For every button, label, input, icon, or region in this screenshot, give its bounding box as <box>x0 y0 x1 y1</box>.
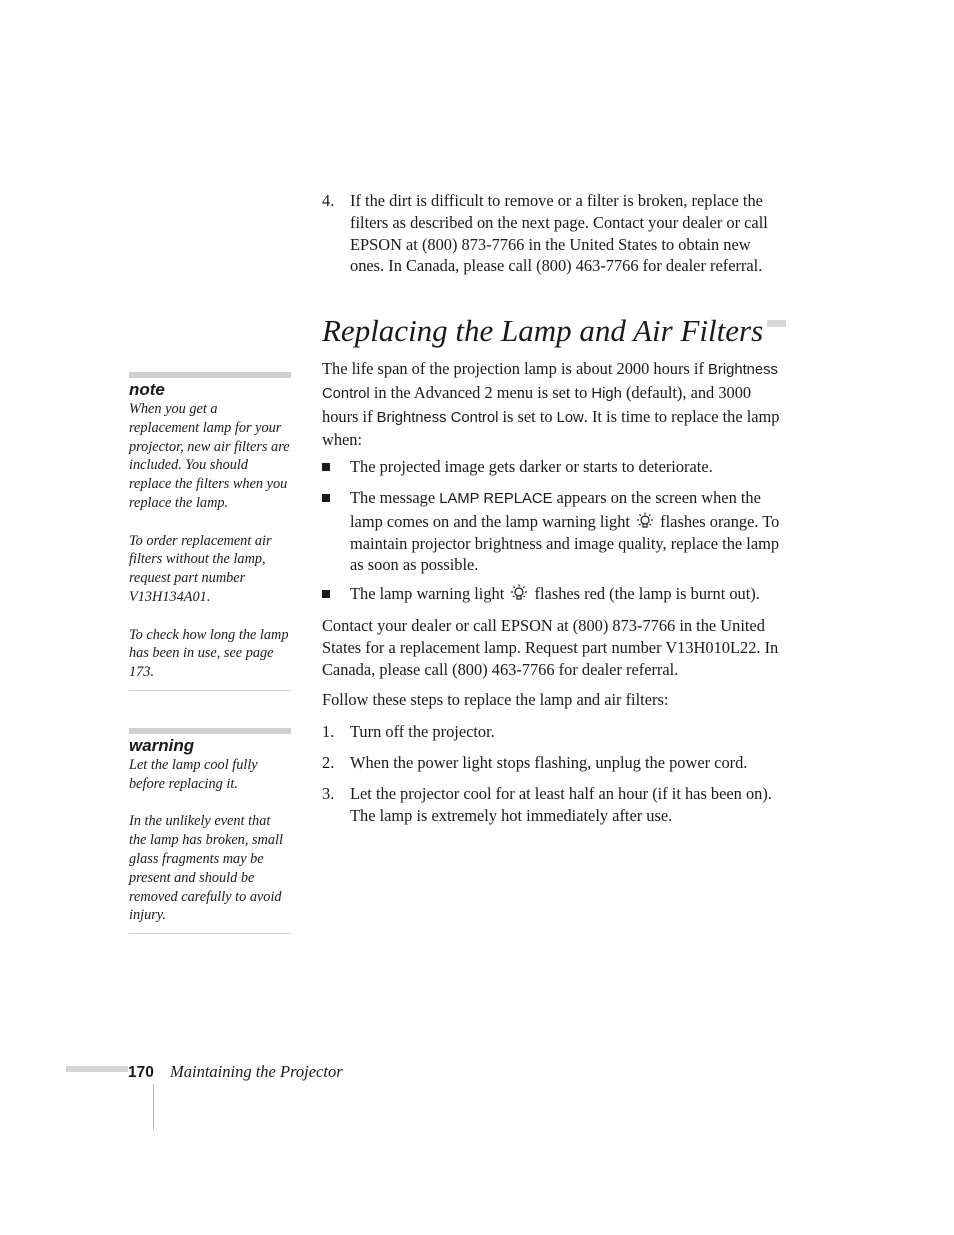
intro-text-2: in the Advanced 2 menu is set to <box>373 382 588 402</box>
note-text: To check how long the lamp has been in use, see page 173. <box>129 626 289 681</box>
warning-rule <box>129 728 291 734</box>
warning-text: In the unlikely event that the lamp has broken, small glass fragments may be present and should be removed carefully to avoid injury. <box>129 813 283 924</box>
intro-text-3: (default), and 3000 hours if <box>322 382 752 426</box>
bullet-marker <box>322 494 330 502</box>
menu-value-high: High <box>591 385 622 402</box>
menu-value-low: Low <box>556 409 584 426</box>
step-number: 3. <box>322 784 335 803</box>
contact-paragraph: Contact your dealer or call EPSON at (800) 873-7766 in the United States for a replacement lamp. Request part number V13H010L22. In Canada, please call (800) 463-7766 for dealer referral. <box>322 616 779 679</box>
bullet-marker <box>322 463 330 471</box>
bullet-text-2: appears on the screen when the lamp comes on and the lamp warning light <box>350 488 761 531</box>
warning-title: warning <box>129 736 195 755</box>
warning-text: Let the lamp cool fully before replacing it. <box>129 757 258 792</box>
step-1 <box>322 721 784 743</box>
step-2 <box>322 752 784 774</box>
note-text: To order replacement air filters without the lamp, request part number V13H134A01. <box>129 532 272 605</box>
warning-sidebar <box>129 728 291 934</box>
bullet-item <box>322 583 784 605</box>
bullet-text: The projected image gets darker or starts to deteriorate. <box>350 457 713 476</box>
menu-setting-brightness-control-2: Brightness Control <box>376 409 499 426</box>
lamp-warning-icon <box>508 584 530 602</box>
note-rule <box>129 372 291 378</box>
bullet-item <box>322 456 784 478</box>
intro-text-1: The life span of the projection lamp is about 2000 hours if <box>322 359 704 378</box>
note-sidebar <box>129 372 291 691</box>
page-number: 170 <box>128 1062 155 1084</box>
step-number: 4. <box>322 191 335 210</box>
warning-bottom-rule <box>129 933 291 934</box>
step-text: If the dirt is difficult to remove or a filter is broken, replace the filters as described on the next page. Contact your dealer or call EPSON at (800) 873-7766 in the United States to obtain new ones. In Canada, please call (800) 463-7766 for dealer referral. <box>350 191 768 276</box>
bullet-item <box>322 487 784 576</box>
step-text: Turn off the projector. <box>350 722 495 741</box>
section-title: Replacing the Lamp and Air Filters <box>322 309 767 353</box>
step-text: When the power light stops flashing, unplug the power cord. <box>350 753 748 772</box>
bullet-marker <box>322 590 330 598</box>
lamp-warning-icon <box>634 512 656 530</box>
bullet-text-2: flashes red (the lamp is burnt out). <box>534 584 760 603</box>
follow-steps-paragraph: Follow these steps to replace the lamp and air filters: <box>322 690 669 709</box>
bullet-text-3: flashes orange. To maintain projector brightness and image quality, replace the lamp as soon as possible. <box>350 511 780 575</box>
intro-text-5: . It is time to replace the lamp when: <box>322 406 780 450</box>
chapter-title: Maintaining the Projector <box>170 1062 343 1081</box>
bullet-text-1: The message <box>350 488 436 507</box>
step-number: 1. <box>322 722 335 741</box>
step-3 <box>322 783 784 827</box>
note-text: When you get a replacement lamp for your projector, new air filters are included. You should replace the filters when you replace the lamp. <box>129 401 290 511</box>
intro-text-4: is set to <box>502 406 553 426</box>
step-text: Let the projector cool for at least half an hour (if it has been on). The lamp is extremely hot immediately after use. <box>350 784 772 825</box>
note-bottom-rule <box>129 690 291 691</box>
menu-setting-brightness-control: Brightness Control <box>322 362 778 402</box>
bullet-text-1: The lamp warning light <box>350 584 505 603</box>
note-title: note <box>129 380 165 399</box>
step-4 <box>322 190 784 277</box>
message-lamp-replace: LAMP REPLACE <box>439 491 553 507</box>
step-number: 2. <box>322 753 335 772</box>
intro-paragraph <box>322 358 784 451</box>
